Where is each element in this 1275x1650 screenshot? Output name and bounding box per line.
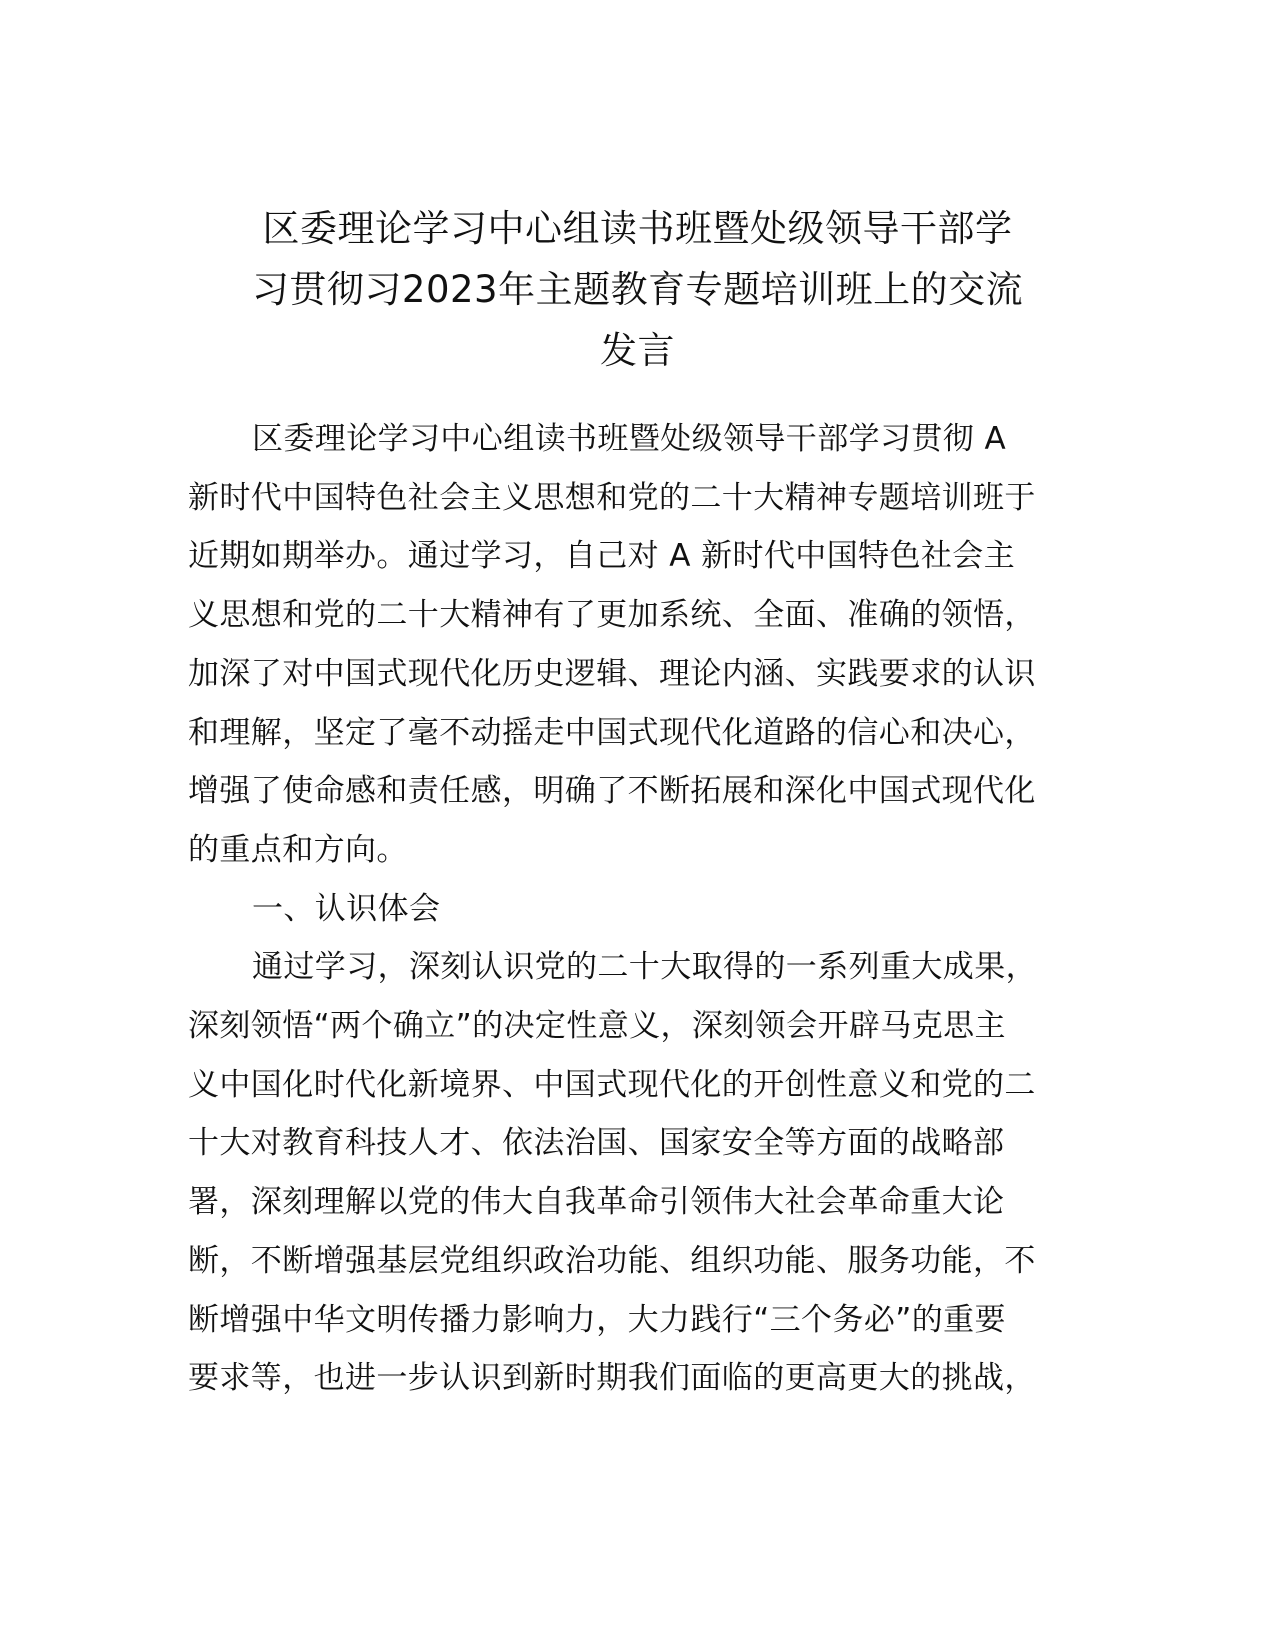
body-line: 加深了对中国式现代化历史逻辑、理论内涵、实践要求的认识 <box>188 655 1036 692</box>
body-line: 区委理论学习中心组读书班暨处级领导干部学习贯彻 A <box>252 421 1007 457</box>
body-line: 和理解，坚定了毫不动摇走中国式现代化道路的信心和决心， <box>188 714 1036 751</box>
title-line-1: 区委理论学习中心组读书班暨处级领导干部学 <box>262 207 1013 250</box>
body-line: 的重点和方向。 <box>188 831 408 868</box>
body-line: 断增强中华文明传播力影响力，大力践行“三个务必”的重要 <box>188 1301 1006 1338</box>
body-line: 义思想和党的二十大精神有了更加系统、全面、准确的领悟， <box>188 597 1036 634</box>
title-line-3: 发言 <box>600 329 675 372</box>
body-line: 署，深刻理解以党的伟大自我革命引领伟大社会革命重大论 <box>188 1184 1005 1221</box>
document-body <box>188 410 1088 1408</box>
body-line: 义中国化时代化新境界、中国式现代化的开创性意义和党的二 <box>188 1066 1036 1103</box>
section-heading: 一、认识体会 <box>252 890 441 927</box>
body-line: 断，不断增强基层党组织政治功能、组织功能、服务功能，不 <box>188 1242 1036 1279</box>
body-line: 十大对教育科技人才、依法治国、国家安全等方面的战略部 <box>188 1125 1005 1162</box>
body-line: 要求等，也进一步认识到新时期我们面临的更高更大的挑战， <box>188 1360 1036 1397</box>
title-line-2: 习贯彻习2023年主题教育专题培训班上的交流 <box>251 268 1024 311</box>
document-title <box>150 198 1125 381</box>
body-line: 增强了使命感和责任感，明确了不断拓展和深化中国式现代化 <box>188 773 1036 810</box>
body-line: 新时代中国特色社会主义思想和党的二十大精神专题培训班于 <box>188 479 1036 516</box>
body-line: 通过学习，深刻认识党的二十大取得的一系列重大成果， <box>252 949 1037 986</box>
body-line: 近期如期举办。通过学习，自己对 A 新时代中国特色社会主 <box>188 538 1016 575</box>
body-line: 深刻领悟“两个确立”的决定性意义，深刻领会开辟马克思主 <box>188 1008 1006 1045</box>
